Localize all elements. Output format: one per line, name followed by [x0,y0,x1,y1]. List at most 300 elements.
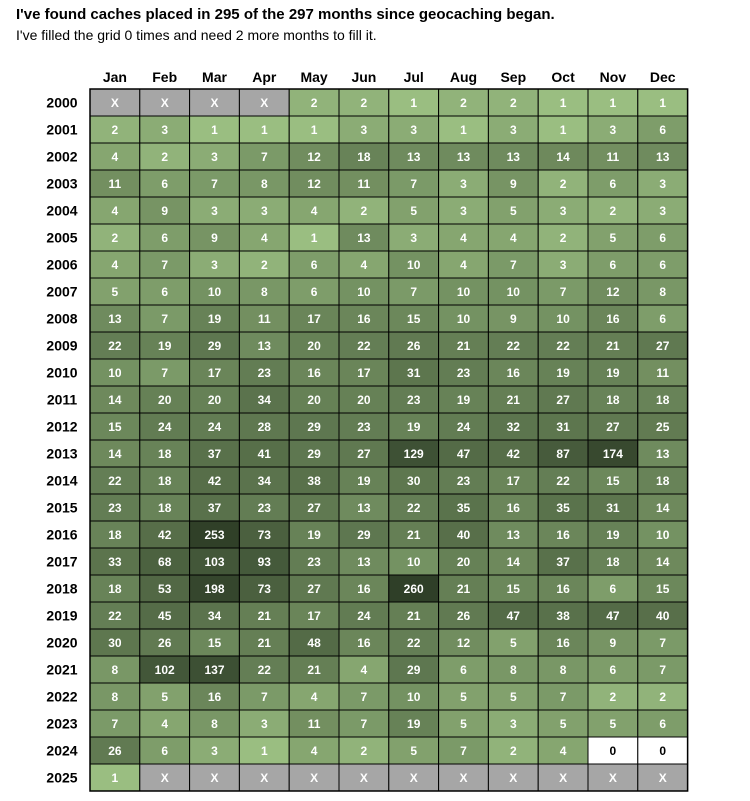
cell-value-2025-may: X [310,771,319,785]
cell-value-2020-nov: 9 [609,636,617,650]
year-label-2016: 2016 [46,526,78,543]
cell-value-2020-sep: 5 [509,636,517,650]
month-header-jun: Jun [351,69,377,85]
cell-value-2010-aug: 23 [456,366,471,380]
cell-value-2019-apr: 21 [257,609,271,623]
cell-value-2017-jul: 10 [407,555,421,569]
cell-value-2004-may: 4 [310,204,318,218]
cell-value-2003-aug: 3 [460,177,467,191]
cell-value-2023-nov: 5 [609,717,617,731]
cell-value-2023-oct: 5 [559,717,567,731]
cell-value-2013-mar: 37 [207,447,222,461]
cell-value-2021-oct: 8 [559,663,567,677]
cell-value-2009-may: 20 [307,339,321,353]
cell-value-2014-apr: 34 [257,474,271,488]
cell-value-2005-sep: 4 [509,231,517,245]
cell-value-2002-apr: 7 [260,150,268,164]
cell-value-2019-aug: 26 [456,609,471,623]
cell-value-2006-feb: 7 [161,258,169,272]
month-header-jan: Jan [102,69,127,85]
cell-value-2010-dec: 11 [656,366,670,380]
cell-value-2023-may: 11 [307,717,321,731]
cell-value-2014-nov: 15 [606,474,620,488]
cell-value-2010-jun: 17 [357,366,371,380]
cell-value-2011-jun: 20 [357,393,371,407]
cell-value-2012-aug: 24 [456,420,471,434]
cell-value-2010-sep: 16 [506,366,520,380]
cell-value-2019-dec: 40 [656,609,670,623]
cell-value-2023-sep: 3 [509,717,517,731]
cell-value-2002-nov: 11 [606,150,620,164]
year-label-2001: 2001 [46,121,78,138]
cell-value-2009-aug: 21 [456,339,471,353]
cell-value-2004-sep: 5 [509,204,517,218]
cell-value-2005-oct: 2 [559,231,567,245]
cell-value-2003-sep: 9 [509,177,517,191]
cell-value-2016-jul: 21 [407,528,421,542]
cell-value-2013-sep: 42 [506,447,520,461]
cell-value-2025-dec: X [658,771,667,785]
month-header-feb: Feb [152,69,178,85]
cell-value-2010-apr: 23 [257,366,271,380]
cell-value-2007-sep: 10 [506,285,520,299]
cell-value-2008-jun: 16 [357,312,371,326]
cell-value-2012-apr: 28 [257,420,271,434]
year-label-2008: 2008 [46,310,78,327]
cell-value-2000-jan: X [110,96,119,110]
cell-value-2002-may: 12 [307,150,321,164]
cell-value-2003-jul: 7 [410,177,418,191]
cell-value-2025-jun: X [359,771,368,785]
cell-value-2015-feb: 18 [158,501,172,515]
cell-value-2018-jun: 16 [357,582,371,596]
year-label-2024: 2024 [46,742,78,759]
cell-value-2020-may: 48 [307,636,321,650]
cell-value-2025-feb: X [160,771,169,785]
cell-value-2007-dec: 8 [659,285,667,299]
cell-value-2019-jul: 21 [407,609,421,623]
cell-value-2001-mar: 1 [211,123,218,137]
cell-value-2023-jun: 7 [360,717,368,731]
cell-value-2016-mar: 253 [204,528,225,542]
chart-subtitle: I've filled the grid 0 times and need 2 more months to fill it. [16,27,377,43]
cell-value-2018-jan: 18 [108,582,122,596]
cell-value-2000-nov: 1 [609,96,617,110]
cell-value-2020-feb: 26 [158,636,172,650]
year-label-2009: 2009 [46,337,78,354]
cell-value-2002-jun: 18 [357,150,371,164]
cell-value-2006-apr: 2 [260,258,268,272]
cell-value-2009-mar: 29 [207,339,222,353]
cell-value-2010-mar: 17 [207,366,222,380]
year-label-2012: 2012 [46,418,78,435]
cell-value-2018-may: 27 [307,582,321,596]
cell-value-2003-may: 12 [307,177,321,191]
cell-value-2015-sep: 16 [506,501,520,515]
cell-value-2005-aug: 4 [460,231,467,245]
cell-value-2018-sep: 15 [506,582,520,596]
cell-value-2021-jan: 8 [111,663,119,677]
cell-value-2009-jul: 26 [407,339,421,353]
cell-value-2005-mar: 9 [211,231,218,245]
cell-value-2008-sep: 9 [509,312,517,326]
cell-value-2013-aug: 47 [456,447,471,461]
year-label-2010: 2010 [46,364,78,381]
cell-value-2003-apr: 8 [260,177,268,191]
cell-value-2017-jan: 33 [108,555,122,569]
cell-value-2020-jun: 16 [357,636,371,650]
cell-value-2000-mar: X [210,96,219,110]
cell-value-2014-dec: 18 [656,474,670,488]
cell-value-2023-aug: 5 [460,717,467,731]
cell-value-2009-feb: 19 [158,339,172,353]
cell-value-2024-jan: 26 [108,744,122,758]
cell-value-2002-mar: 3 [211,150,218,164]
cell-value-2000-dec: 1 [659,96,667,110]
cell-value-2015-dec: 14 [656,501,670,515]
cell-value-2024-mar: 3 [211,744,218,758]
cell-value-2003-dec: 3 [659,177,667,191]
cell-value-2012-sep: 32 [506,420,520,434]
cell-value-2014-oct: 22 [556,474,570,488]
year-label-2005: 2005 [46,229,78,246]
cell-value-2022-apr: 7 [260,690,268,704]
cell-value-2014-jun: 19 [357,474,371,488]
cell-value-2021-feb: 102 [154,663,175,677]
cell-value-2023-feb: 4 [161,717,169,731]
cell-value-2000-sep: 2 [509,96,517,110]
cell-value-2022-dec: 2 [659,690,667,704]
cell-value-2009-apr: 13 [257,339,271,353]
cell-value-2019-jun: 24 [357,609,371,623]
cell-value-2022-nov: 2 [609,690,617,704]
cell-value-2015-apr: 23 [257,501,271,515]
cell-value-2012-jan: 15 [108,420,122,434]
cell-value-2013-may: 29 [307,447,321,461]
cell-value-2018-oct: 16 [556,582,570,596]
cell-value-2000-oct: 1 [559,96,567,110]
cell-value-2025-mar: X [210,771,219,785]
cell-value-2012-may: 29 [307,420,321,434]
cell-value-2001-nov: 3 [609,123,617,137]
cell-value-2023-dec: 6 [659,717,667,731]
year-label-2013: 2013 [46,445,78,462]
year-label-2004: 2004 [46,202,78,219]
cell-value-2003-jun: 11 [357,177,371,191]
cell-value-2025-sep: X [509,771,518,785]
cell-value-2024-sep: 2 [509,744,517,758]
cell-value-2008-nov: 16 [606,312,620,326]
cell-value-2017-may: 23 [307,555,321,569]
cell-value-2002-jul: 13 [407,150,421,164]
cell-value-2008-jan: 13 [108,312,122,326]
cell-value-2003-feb: 6 [161,177,169,191]
year-label-2023: 2023 [46,715,78,732]
cell-value-2005-jun: 13 [357,231,371,245]
month-header-may: May [300,69,328,85]
cell-value-2001-jan: 2 [111,123,119,137]
cell-value-2014-aug: 23 [456,474,471,488]
cell-value-2021-dec: 7 [659,663,667,677]
cell-value-2024-jul: 5 [410,744,418,758]
cell-value-2021-jun: 4 [360,663,368,677]
cell-value-2008-oct: 10 [556,312,570,326]
cell-value-2001-jun: 3 [360,123,368,137]
cell-value-2020-jan: 30 [108,636,122,650]
cell-value-2018-mar: 198 [204,582,225,596]
year-label-2014: 2014 [46,472,78,489]
year-label-2017: 2017 [46,553,78,570]
cell-value-2006-jul: 10 [407,258,421,272]
cell-value-2012-mar: 24 [207,420,222,434]
cell-value-2016-feb: 42 [158,528,172,542]
cell-value-2022-mar: 16 [207,690,222,704]
cell-value-2025-apr: X [260,771,269,785]
year-label-2015: 2015 [46,499,78,516]
cell-value-2000-jul: 1 [410,96,418,110]
cell-value-2008-jul: 15 [407,312,421,326]
cell-value-2010-feb: 7 [161,366,169,380]
cell-value-2007-apr: 8 [260,285,268,299]
cell-value-2018-nov: 6 [609,582,617,596]
cell-value-2011-jul: 23 [407,393,421,407]
cell-value-2012-jul: 19 [407,420,421,434]
cell-value-2016-oct: 16 [556,528,570,542]
cell-value-2012-jun: 23 [357,420,371,434]
cell-value-2015-nov: 31 [606,501,620,515]
year-label-2020: 2020 [46,634,78,651]
cell-value-2025-oct: X [559,771,568,785]
cell-value-2022-sep: 5 [509,690,517,704]
cell-value-2024-may: 4 [310,744,318,758]
cell-value-2024-apr: 1 [260,744,268,758]
cell-value-2010-may: 16 [307,366,321,380]
cell-value-2013-dec: 13 [656,447,670,461]
month-header-sep: Sep [500,69,527,85]
cell-value-2001-apr: 1 [260,123,268,137]
cell-value-2007-nov: 12 [606,285,620,299]
cell-value-2025-jul: X [409,771,418,785]
cell-value-2011-mar: 20 [207,393,222,407]
cell-value-2011-sep: 21 [506,393,520,407]
cell-value-2022-jul: 10 [407,690,421,704]
cell-value-2011-nov: 18 [606,393,620,407]
cell-value-2022-oct: 7 [559,690,567,704]
cell-value-2003-mar: 7 [211,177,218,191]
cell-value-2009-nov: 21 [606,339,620,353]
cell-value-2024-oct: 4 [559,744,567,758]
cell-value-2010-jan: 10 [108,366,122,380]
cell-value-2006-jan: 4 [111,258,119,272]
cell-value-2013-apr: 41 [257,447,271,461]
cell-value-2019-feb: 45 [158,609,172,623]
cell-value-2012-nov: 27 [606,420,620,434]
cell-value-2021-may: 21 [307,663,321,677]
cell-value-2022-may: 4 [310,690,318,704]
cell-value-2004-mar: 3 [211,204,218,218]
cell-value-2025-nov: X [608,771,617,785]
cell-value-2003-jan: 11 [108,177,122,191]
month-header-oct: Oct [551,69,575,85]
cell-value-2024-dec: 0 [659,744,667,758]
cell-value-2019-jan: 22 [108,609,122,623]
cell-value-2001-sep: 3 [509,123,517,137]
cell-value-2024-feb: 6 [161,744,169,758]
cell-value-2023-jan: 7 [111,717,119,731]
cell-value-2015-jun: 13 [357,501,371,515]
cell-value-2014-jul: 30 [407,474,421,488]
cell-value-2010-oct: 19 [556,366,570,380]
cell-value-2024-aug: 7 [460,744,467,758]
cell-value-2016-sep: 13 [506,528,520,542]
year-label-2007: 2007 [46,283,78,300]
cell-value-2025-jan: 1 [111,771,119,785]
cell-value-2020-jul: 22 [407,636,421,650]
year-label-2006: 2006 [46,256,78,273]
cell-value-2023-mar: 8 [211,717,218,731]
cell-value-2004-nov: 2 [609,204,617,218]
cell-value-2008-aug: 10 [456,312,471,326]
cell-value-2015-oct: 35 [556,501,570,515]
cell-value-2008-dec: 6 [659,312,667,326]
year-label-2019: 2019 [46,607,78,624]
cell-value-2015-may: 27 [307,501,321,515]
cell-value-2020-oct: 16 [556,636,570,650]
cell-value-2021-aug: 6 [460,663,467,677]
cell-value-2018-feb: 53 [158,582,172,596]
year-label-2011: 2011 [46,391,78,408]
cell-value-2013-jul: 129 [403,447,424,461]
cell-value-2007-jun: 10 [357,285,371,299]
cell-value-2013-jan: 14 [108,447,122,461]
cell-value-2004-apr: 3 [260,204,268,218]
cell-value-2015-jan: 23 [108,501,122,515]
cell-value-2021-sep: 8 [509,663,517,677]
cell-value-2007-jul: 7 [410,285,418,299]
cell-value-2000-apr: X [260,96,269,110]
cell-value-2018-apr: 73 [257,582,271,596]
cell-value-2016-jan: 18 [108,528,122,542]
month-header-mar: Mar [202,69,227,85]
cell-value-2009-jan: 22 [108,339,122,353]
cell-value-2008-may: 17 [307,312,321,326]
cell-value-2007-jan: 5 [111,285,119,299]
cell-value-2005-dec: 6 [659,231,667,245]
cell-value-2009-jun: 22 [357,339,371,353]
cell-value-2019-sep: 47 [506,609,520,623]
cell-value-2020-apr: 21 [257,636,271,650]
cell-value-2016-jun: 29 [357,528,371,542]
cell-value-2010-nov: 19 [606,366,620,380]
cell-value-2018-jul: 260 [403,582,424,596]
year-label-2022: 2022 [46,688,78,705]
month-header-aug: Aug [449,69,478,85]
cell-value-2007-mar: 10 [207,285,222,299]
cell-value-2004-feb: 9 [161,204,169,218]
cell-value-2012-feb: 24 [158,420,172,434]
cell-value-2025-aug: X [459,771,468,785]
cell-value-2017-apr: 93 [257,555,271,569]
cell-value-2014-jan: 22 [108,474,122,488]
cell-value-2001-aug: 1 [460,123,467,137]
cell-value-2020-dec: 7 [659,636,667,650]
cell-value-2016-may: 19 [307,528,321,542]
cell-value-2004-jul: 5 [410,204,418,218]
cell-value-2001-may: 1 [310,123,318,137]
cell-value-2022-feb: 5 [161,690,169,704]
cell-value-2002-dec: 13 [656,150,670,164]
cell-value-2014-mar: 42 [207,474,222,488]
cell-value-2005-apr: 4 [260,231,268,245]
cell-value-2022-aug: 5 [460,690,467,704]
cell-value-2001-dec: 6 [659,123,667,137]
cell-value-2017-sep: 14 [506,555,520,569]
cell-value-2006-mar: 3 [211,258,218,272]
year-label-2025: 2025 [46,769,78,786]
cell-value-2007-may: 6 [310,285,318,299]
cell-value-2015-aug: 35 [456,501,471,515]
cell-value-2001-oct: 1 [559,123,567,137]
cell-value-2021-mar: 137 [204,663,225,677]
cell-value-2017-jun: 13 [357,555,371,569]
month-header-jul: Jul [403,69,424,85]
cell-value-2018-aug: 21 [456,582,471,596]
cell-value-2017-mar: 103 [204,555,225,569]
cell-value-2016-apr: 73 [257,528,271,542]
cell-value-2018-dec: 15 [656,582,670,596]
cell-value-2005-jul: 3 [410,231,418,245]
cell-value-2000-aug: 2 [460,96,467,110]
cell-value-2006-sep: 7 [509,258,517,272]
cell-value-2009-oct: 22 [556,339,570,353]
cell-value-2017-nov: 18 [606,555,620,569]
cell-value-2005-feb: 6 [161,231,169,245]
cell-value-2019-mar: 34 [207,609,222,623]
year-label-2002: 2002 [46,148,78,165]
cell-value-2003-nov: 6 [609,177,617,191]
cell-value-2024-jun: 2 [360,744,368,758]
cell-value-2000-feb: X [160,96,169,110]
cell-value-2008-mar: 19 [207,312,222,326]
cell-value-2006-nov: 6 [609,258,617,272]
cell-value-2021-apr: 22 [257,663,271,677]
cell-value-2022-jun: 7 [360,690,368,704]
cell-value-2005-nov: 5 [609,231,617,245]
cell-value-2012-oct: 31 [556,420,570,434]
cell-value-2019-oct: 38 [556,609,570,623]
cell-value-2020-aug: 12 [456,636,471,650]
cell-value-2004-jun: 2 [360,204,368,218]
cell-value-2004-aug: 3 [460,204,467,218]
cell-value-2012-dec: 25 [656,420,670,434]
cell-value-2006-oct: 3 [559,258,567,272]
cell-value-2003-oct: 2 [559,177,567,191]
cell-value-2005-may: 1 [310,231,318,245]
cell-value-2005-jan: 2 [111,231,119,245]
cell-value-2021-jul: 29 [407,663,421,677]
cell-value-2007-aug: 10 [456,285,471,299]
cell-value-2002-oct: 14 [556,150,570,164]
cell-value-2022-jan: 8 [111,690,119,704]
cell-value-2015-mar: 37 [207,501,222,515]
cell-value-2024-nov: 0 [609,744,617,758]
cell-value-2013-nov: 174 [602,447,623,461]
cell-value-2011-aug: 19 [456,393,471,407]
cell-value-2019-may: 17 [307,609,321,623]
cell-value-2023-jul: 19 [407,717,421,731]
cell-value-2017-aug: 20 [456,555,471,569]
cell-value-2007-feb: 6 [161,285,169,299]
